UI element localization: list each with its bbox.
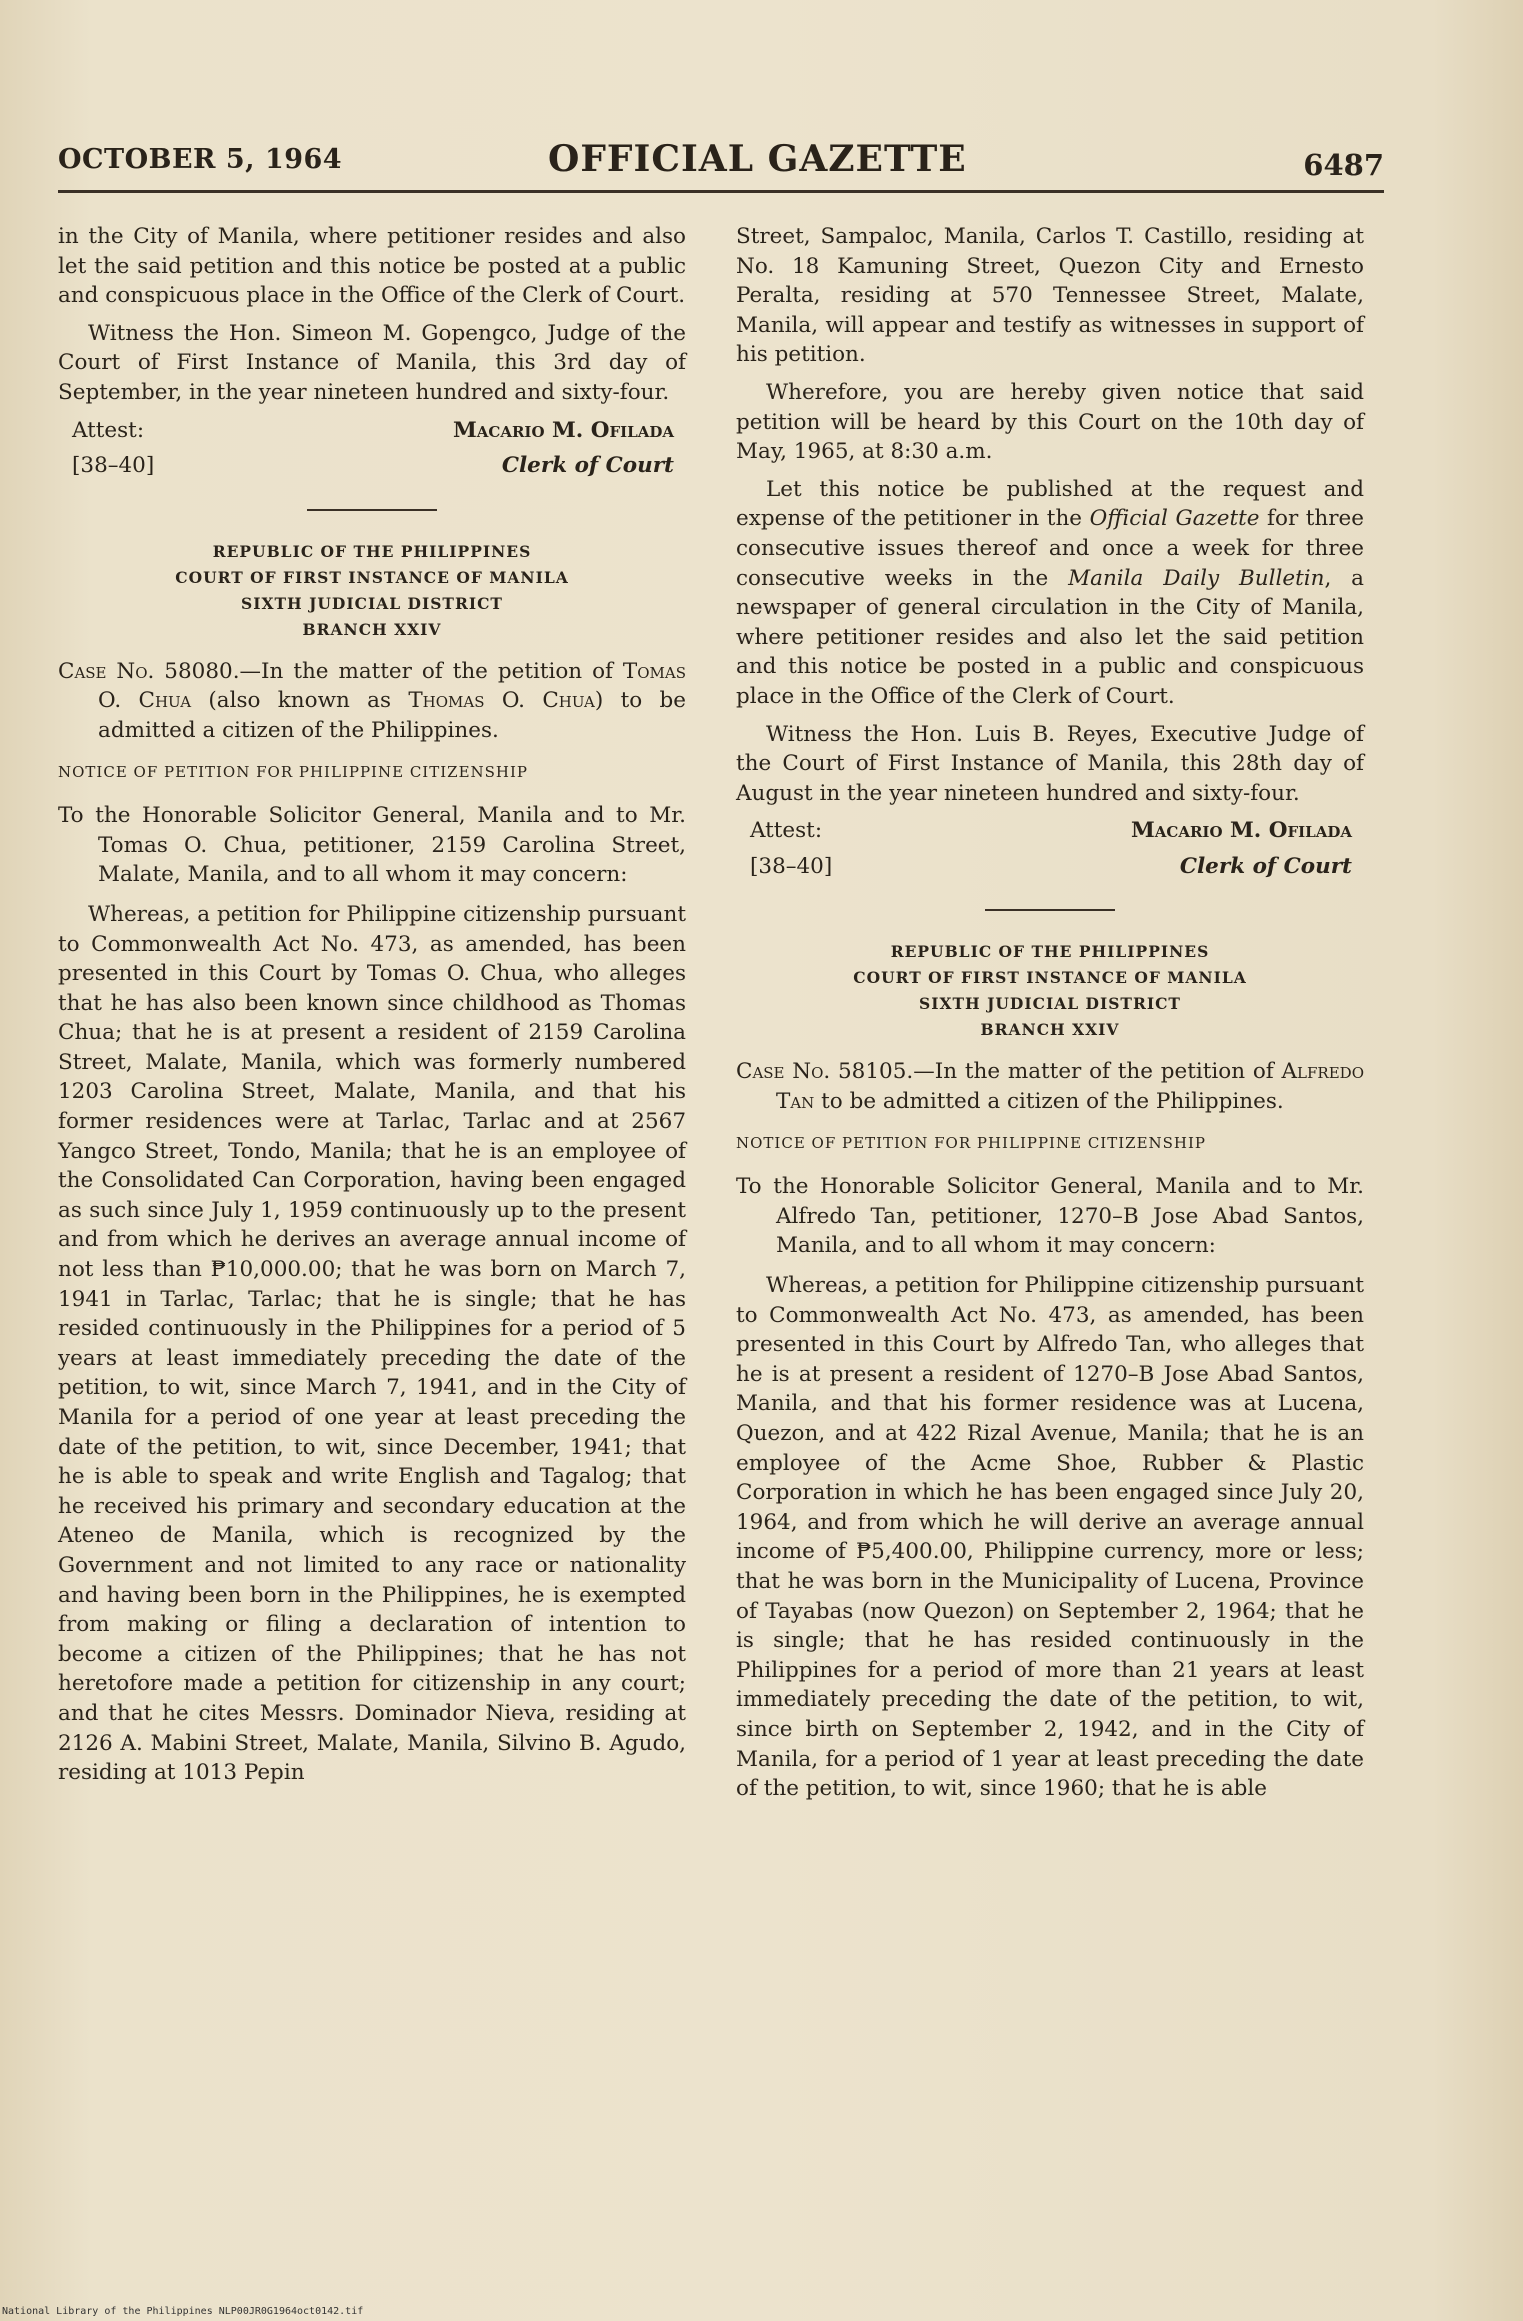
- text-run: Let this notice be published at the request and expense of the petitioner in the: [736, 476, 1364, 532]
- section-divider: [985, 909, 1115, 911]
- case-caption: [736, 1057, 1364, 1116]
- header-rule: [58, 190, 1384, 193]
- notice-heading: NOTICE OF PETITION FOR PHILIPPINE CITIZENSHIP: [58, 762, 529, 781]
- page-header: [58, 138, 1384, 184]
- clerk-name: Macario M. Ofilada: [452, 417, 674, 443]
- attestation: [58, 416, 686, 446]
- clerk-title: Clerk of Court: [501, 453, 674, 479]
- publication-paragraph: [736, 475, 1364, 712]
- witness-paragraph: Witness the Hon. Luis B. Reyes, Executive Judge of the Court of First Instance of Manila, this 28th day of August in the year nineteen hundred and sixty-four.: [736, 721, 1364, 806]
- court-heading-line: REPUBLIC OF THE PHILIPPINES: [890, 942, 1210, 962]
- newspaper-name: Manila Daily Bulletin: [1068, 565, 1325, 591]
- petitioner-name: Tomas O. Chua: [98, 658, 687, 714]
- case-text: —In the matter of the petition of: [239, 658, 623, 684]
- paragraph: in the City of Manila, where petitioner resides and also let the said petition and this notice be posted at a public and conspicuous place in the Office of the Clerk of Court.: [58, 224, 686, 309]
- case-text: ) to be admitted a citizen of the Philippines.: [98, 688, 686, 743]
- attestation: [736, 816, 1364, 846]
- court-heading: [736, 939, 1364, 1043]
- case-text: —In the matter of the petition of: [913, 1059, 1282, 1085]
- case-caption: [58, 657, 686, 746]
- witness-paragraph: Witness the Hon. Simeon M. Gopengco, Judge of the Court of First Instance of Manila, this 3rd day of September, in the year nineteen hundred and sixty-four.: [58, 320, 686, 405]
- court-heading-line: REPUBLIC OF THE PHILIPPINES: [212, 541, 532, 561]
- petition-body: Whereas, a petition for Philippine citizenship pursuant to Commonwealth Act No. 473, as amended, has been presented in this Court by Alfredo Tan, who alleges that he is at present a resident of 1270–B Jose Abad Santos, Manila, and that his former residence was at Lucena, Quezon, and at 422 Rizal Avenue, Manila; that he is an employee of the Acme Shoe, Rubber & Plastic Corporation in which he has been engaged since July 20, 1964, and from which he will derive an average annual income of ₱5,400.00, Philippine currency, more or less; that he was born in the Municipality of Lucena, Province of Tayabas (now Quezon) on September 2, 1964; that he is single; that he has resided continuously in the Philippines for a period of more than 21 years at least immediately preceding the date of the petition, to wit, since birth on September 2, 1942, and in the City of Manila, for a period of 1 year at least preceding the date of the petition, to wit, since 1960; that he is able: [736, 1273, 1364, 1802]
- hearing-paragraph: Wherefore, you are hereby given notice that said petition will be heard by this Court on the 10th day of May, 1965, at 8:30 a.m.: [736, 379, 1364, 465]
- paragraph: Street, Sampaloc, Manila, Carlos T. Castillo, residing at No. 18 Kamuning Street, Quezon City and Ernesto Peralta, residing at 570 Tennessee Street, Malate, Manila, will appear and testify as witnesses in support of his petition.: [736, 224, 1364, 368]
- text-run: for three consecutive issues thereof and once a week for three consecutive weeks in the: [736, 506, 1364, 591]
- court-heading: [58, 539, 686, 643]
- notice-address: To the Honorable Solicitor General, Manila and to Mr. Alfredo Tan, petitioner, 1270–B Jose Abad Santos, Manila, and to all whom it may concern:: [736, 1174, 1364, 1259]
- clerk-name: Macario M. Ofilada: [1130, 818, 1352, 844]
- petitioner-name: Alfredo Tan: [776, 1059, 1364, 1115]
- court-heading-line: COURT OF FIRST INSTANCE OF MANILA: [853, 968, 1247, 988]
- case-text: to be admitted a citizen of the Philippines.: [814, 1089, 1284, 1115]
- page-number: 6487: [1303, 148, 1384, 182]
- section-divider: [307, 509, 437, 511]
- court-heading-line: SIXTH JUDICIAL DISTRICT: [919, 994, 1181, 1014]
- clerk-title: Clerk of Court: [1179, 853, 1352, 879]
- case-number: Case No. 58105.: [736, 1059, 914, 1085]
- court-heading-line: SIXTH JUDICIAL DISTRICT: [241, 593, 503, 613]
- attest-label: Attest:: [750, 818, 823, 844]
- case-text: (also known as: [191, 688, 409, 714]
- right-column: [736, 222, 1364, 1812]
- court-heading-line: BRANCH XXIV: [302, 619, 442, 639]
- issue-reference: [38–40]: [72, 453, 155, 479]
- publication-title: OFFICIAL GAZETTE: [548, 138, 967, 180]
- attestation-line-2: [58, 451, 686, 481]
- issue-reference: [38–40]: [750, 853, 833, 879]
- case-number: Case No. 58080.: [58, 658, 240, 684]
- court-heading-line: COURT OF FIRST INSTANCE OF MANILA: [175, 567, 569, 587]
- left-column: [58, 222, 686, 1796]
- text-run: , a newspaper of general circulation in the City of Manila, where petitioner resides and also let the said petition and this notice be posted in a public and conspicuous place in the Office of the Clerk of Court.: [736, 565, 1365, 709]
- attest-label: Attest:: [72, 417, 145, 443]
- petition-body: Whereas, a petition for Philippine citizenship pursuant to Commonwealth Act No. 473, as amended, has been presented in this Court by Tomas O. Chua, who alleges that he has also been known since childhood as Thomas Chua; that he is at present a resident of 2159 Carolina Street, Malate, Manila, which was formerly numbered 1203 Carolina Street, Malate, Manila, and that his former residences were at Tarlac, Tarlac and at 2567 Yangco Street, Tondo, Manila; that he is an employee of the Consolidated Can Corporation, having been engaged as such since July 1, 1959 continuously up to the present and from which he derives an average annual income of not less than ₱10,000.00; that he was born on March 7, 1941 in Tarlac, Tarlac; that he is single; that he has resided continuously in the Philippines for a period of 5 years at least immediately preceding the date of the petition, to wit, since March 7, 1941, and in the City of Manila for a period of one year at least preceding the date of the petition, to wit, since December, 1941; that he is able to speak and write English and Tagalog; that he received his primary and secondary education at the Ateneo de Manila, which is recognized by the Government and not limited to any race or nationality and having been born in the Philippines, he is exempted from making or filing a declaration of intention to become a citizen of the Philippines; that he has not heretofore made a petition for citizenship in any court; and that he cites Messrs. Dominador Nieva, residing at 2126 A. Mabini Street, Malate, Manila, Silvino B. Agudo, residing at 1013 Pepin: [58, 901, 686, 1786]
- attestation-line-2: [736, 852, 1364, 882]
- notice-address: To the Honorable Solicitor General, Manila and to Mr. Tomas O. Chua, petitioner, 2159 Carolina Street, Malate, Manila, and to all whom it may concern:: [58, 803, 686, 888]
- scan-footer: National Library of the Philippines NLP00JR0G1964oct0142.tif: [2, 2306, 364, 2317]
- issue-date: OCTOBER 5, 1964: [58, 144, 343, 175]
- court-heading-line: BRANCH XXIV: [980, 1020, 1120, 1040]
- petitioner-alias: Thomas O. Chua: [408, 688, 595, 714]
- notice-heading: NOTICE OF PETITION FOR PHILIPPINE CITIZENSHIP: [736, 1133, 1207, 1152]
- gazette-name: Official Gazette: [1089, 506, 1260, 532]
